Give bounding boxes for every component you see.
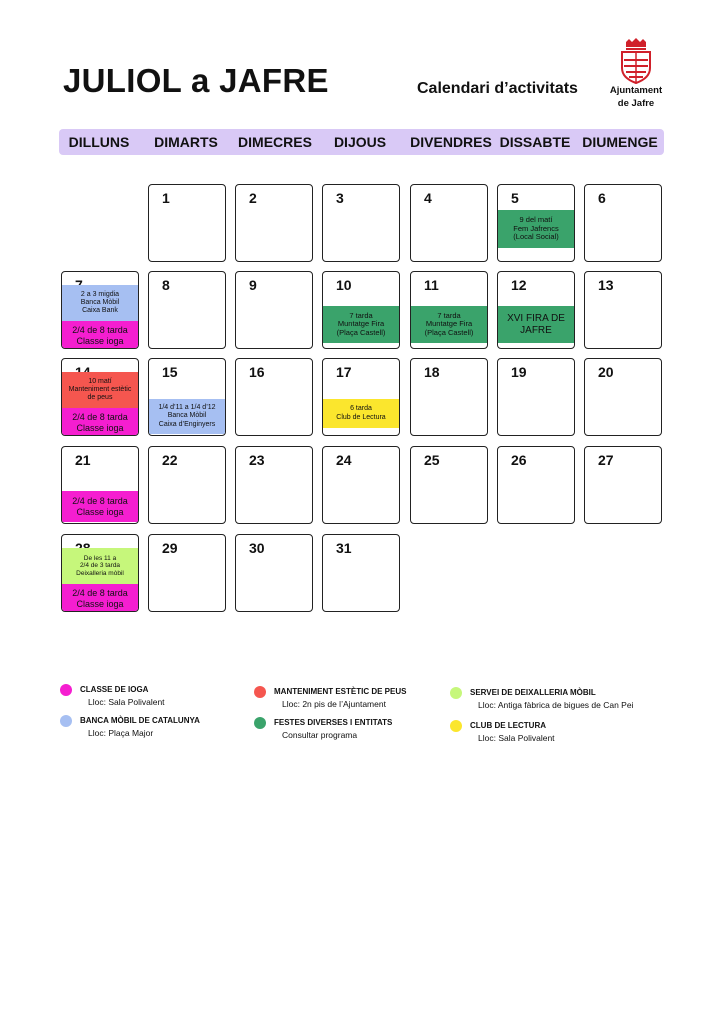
event-line: Classe ioga — [76, 506, 124, 517]
event-line: 2/4 de 3 tarda — [79, 562, 121, 570]
day-number: 9 — [249, 277, 257, 293]
page-title: JULIOL a JAFRE — [63, 62, 329, 99]
day-cell-19 — [497, 358, 575, 436]
event-line: de peus — [87, 394, 113, 402]
event-line: Classe ioga — [76, 335, 124, 346]
event-line: (Plaça Castell) — [424, 327, 474, 337]
weekday-monday: DILLUNS — [68, 134, 130, 150]
day-number: 13 — [598, 277, 614, 293]
day-number: 15 — [162, 364, 178, 380]
day-cell-25 — [410, 446, 488, 524]
day-number: 2 — [249, 190, 257, 206]
event-blue — [149, 399, 225, 434]
event-line: 9 del matí — [519, 215, 553, 225]
event-red — [62, 372, 138, 408]
legend-title: MANTENIMENT ESTÈTIC DE PEUS — [274, 687, 407, 696]
event-line: XVI FIRA DE — [507, 313, 565, 324]
event-pink — [62, 321, 138, 349]
legend-title: SERVEI DE DEIXALLERIA MÒBIL — [470, 688, 596, 697]
day-cell-23 — [235, 446, 313, 524]
event-line: Caixa Bank — [82, 307, 118, 315]
day-number: 11 — [424, 277, 439, 293]
legend-place: Lloc: Antiga fàbrica de bigues de Can Pei — [478, 700, 634, 710]
weekday-wednesday: DIMECRES — [238, 134, 312, 150]
weekday-header-band — [59, 129, 664, 155]
legend-title: BANCA MÒBIL DE CATALUNYA — [80, 716, 200, 725]
day-cell-6 — [584, 184, 662, 262]
town-hall-logo — [600, 38, 672, 110]
legend-dot-green — [254, 717, 266, 729]
day-cell-1 — [148, 184, 226, 262]
event-line: Muntatge Fira — [425, 319, 473, 329]
event-line: Club de Lectura — [336, 413, 386, 421]
logo-line-2: de Jafre — [617, 98, 655, 109]
event-green — [411, 306, 487, 343]
day-cell-14 — [61, 358, 139, 436]
legend-place: Lloc: Sala Polivalent — [478, 733, 555, 743]
day-cell-11 — [410, 271, 488, 349]
coat-of-arms-icon — [619, 38, 653, 84]
event-line: 2/4 de 8 tarda — [72, 325, 128, 336]
event-pink — [62, 408, 138, 436]
day-number: 19 — [511, 364, 527, 380]
event-line: Fem Jafrencs — [513, 223, 559, 233]
day-cell-10 — [322, 271, 400, 349]
weekday-friday: DIVENDRES — [410, 134, 492, 150]
legend-title: CLUB DE LECTURA — [470, 721, 546, 730]
event-line: 10 matí — [88, 377, 112, 385]
legend-place: Consultar programa — [282, 730, 358, 740]
day-cell-26 — [497, 446, 575, 524]
event-line: Banca Mòbil — [167, 412, 207, 420]
day-number: 22 — [162, 452, 178, 468]
day-number: 1 — [162, 190, 170, 206]
event-yellow — [323, 399, 399, 428]
day-number: 17 — [336, 364, 352, 380]
event-line: 6 tarda — [350, 405, 372, 413]
event-line: 2/4 de 8 tarda — [72, 412, 128, 423]
day-number: 16 — [249, 364, 265, 380]
day-cell-13 — [584, 271, 662, 349]
legend-title: FESTES DIVERSES I ENTITATS — [274, 718, 393, 727]
day-cell-22 — [148, 446, 226, 524]
day-number: 23 — [249, 452, 265, 468]
day-number: 4 — [424, 190, 432, 206]
event-green — [498, 210, 574, 248]
day-cell-7 — [61, 271, 139, 349]
day-number: 12 — [511, 277, 527, 293]
event-line: 7 tarda — [437, 310, 461, 320]
day-number: 5 — [511, 190, 519, 206]
event-line: Muntatge Fira — [337, 319, 385, 329]
day-cell-16 — [235, 358, 313, 436]
day-cell-5 — [497, 184, 575, 262]
day-number: 10 — [336, 277, 352, 293]
event-line: (Plaça Castell) — [336, 327, 386, 337]
day-number: 30 — [249, 540, 265, 556]
event-line: 2/4 de 8 tarda — [72, 588, 128, 599]
weekday-sunday: DIUMENGE — [582, 134, 658, 150]
legend-dot-blue — [60, 715, 72, 727]
day-number: 3 — [336, 190, 344, 206]
logo-line-1: Ajuntament — [609, 85, 663, 96]
day-cell-9 — [235, 271, 313, 349]
event-line: De les 11 a — [83, 554, 117, 562]
legend-dot-red — [254, 686, 266, 698]
event-line: Classe ioga — [76, 422, 124, 433]
day-cell-17 — [322, 358, 400, 436]
day-cell-8 — [148, 271, 226, 349]
day-cell-29 — [148, 534, 226, 612]
legend-title: CLASSE DE IOGA — [80, 685, 149, 694]
day-cell-30 — [235, 534, 313, 612]
day-cell-20 — [584, 358, 662, 436]
event-blue — [62, 285, 138, 321]
day-cell-2 — [235, 184, 313, 262]
day-cell-4 — [410, 184, 488, 262]
event-line: Manteniment estètic — [68, 385, 132, 393]
day-number: 29 — [162, 540, 178, 556]
day-number: 6 — [598, 190, 606, 206]
event-line: 1/4 d’11 a 1/4 d’12 — [158, 404, 216, 412]
day-number: 26 — [511, 452, 527, 468]
day-number: 31 — [336, 540, 352, 556]
weekday-tuesday: DIMARTS — [154, 134, 218, 150]
day-cell-18 — [410, 358, 488, 436]
event-pink — [62, 491, 138, 522]
day-cell-21 — [61, 446, 139, 524]
event-line: Deixalleria mòbil — [76, 569, 124, 577]
day-number: 24 — [336, 452, 352, 468]
weekday-thursday: DIJOUS — [333, 134, 387, 150]
event-line: 2 a 3 migdia — [80, 290, 120, 298]
weekday-saturday: DISSABTE — [499, 134, 571, 150]
legend-dot-pink — [60, 684, 72, 696]
event-green — [323, 306, 399, 343]
event-line: 2/4 de 8 tarda — [72, 496, 128, 507]
event-green — [498, 306, 574, 343]
legend-place: Lloc: 2n pis de l’Ajuntament — [282, 699, 386, 709]
day-number: 25 — [424, 452, 440, 468]
event-pink — [62, 584, 138, 612]
event-line: Banca Mòbil — [80, 298, 120, 306]
day-cell-24 — [322, 446, 400, 524]
page-subtitle: Calendari d’activitats — [417, 80, 578, 97]
day-cell-31 — [322, 534, 400, 612]
day-cell-28 — [61, 534, 139, 612]
legend-dot-yellow — [450, 720, 462, 732]
legend-place: Lloc: Sala Polivalent — [88, 697, 165, 707]
legend-place: Lloc: Plaça Major — [88, 728, 154, 738]
day-cell-27 — [584, 446, 662, 524]
day-number: 20 — [598, 364, 614, 380]
event-line: (Local Social) — [513, 232, 559, 242]
event-lime — [62, 548, 138, 584]
day-number: 21 — [75, 452, 91, 468]
day-cell-12 — [497, 271, 575, 349]
day-number: 18 — [424, 364, 440, 380]
event-line: Classe ioga — [76, 598, 124, 609]
event-line: JAFRE — [520, 324, 552, 336]
legend-dot-lime — [450, 687, 462, 699]
day-number: 27 — [598, 452, 614, 468]
event-line: Caixa d’Enginyers — [158, 420, 216, 428]
day-number: 8 — [162, 277, 170, 293]
day-cell-3 — [322, 184, 400, 262]
event-line: 7 tarda — [349, 310, 373, 320]
day-cell-15 — [148, 358, 226, 436]
